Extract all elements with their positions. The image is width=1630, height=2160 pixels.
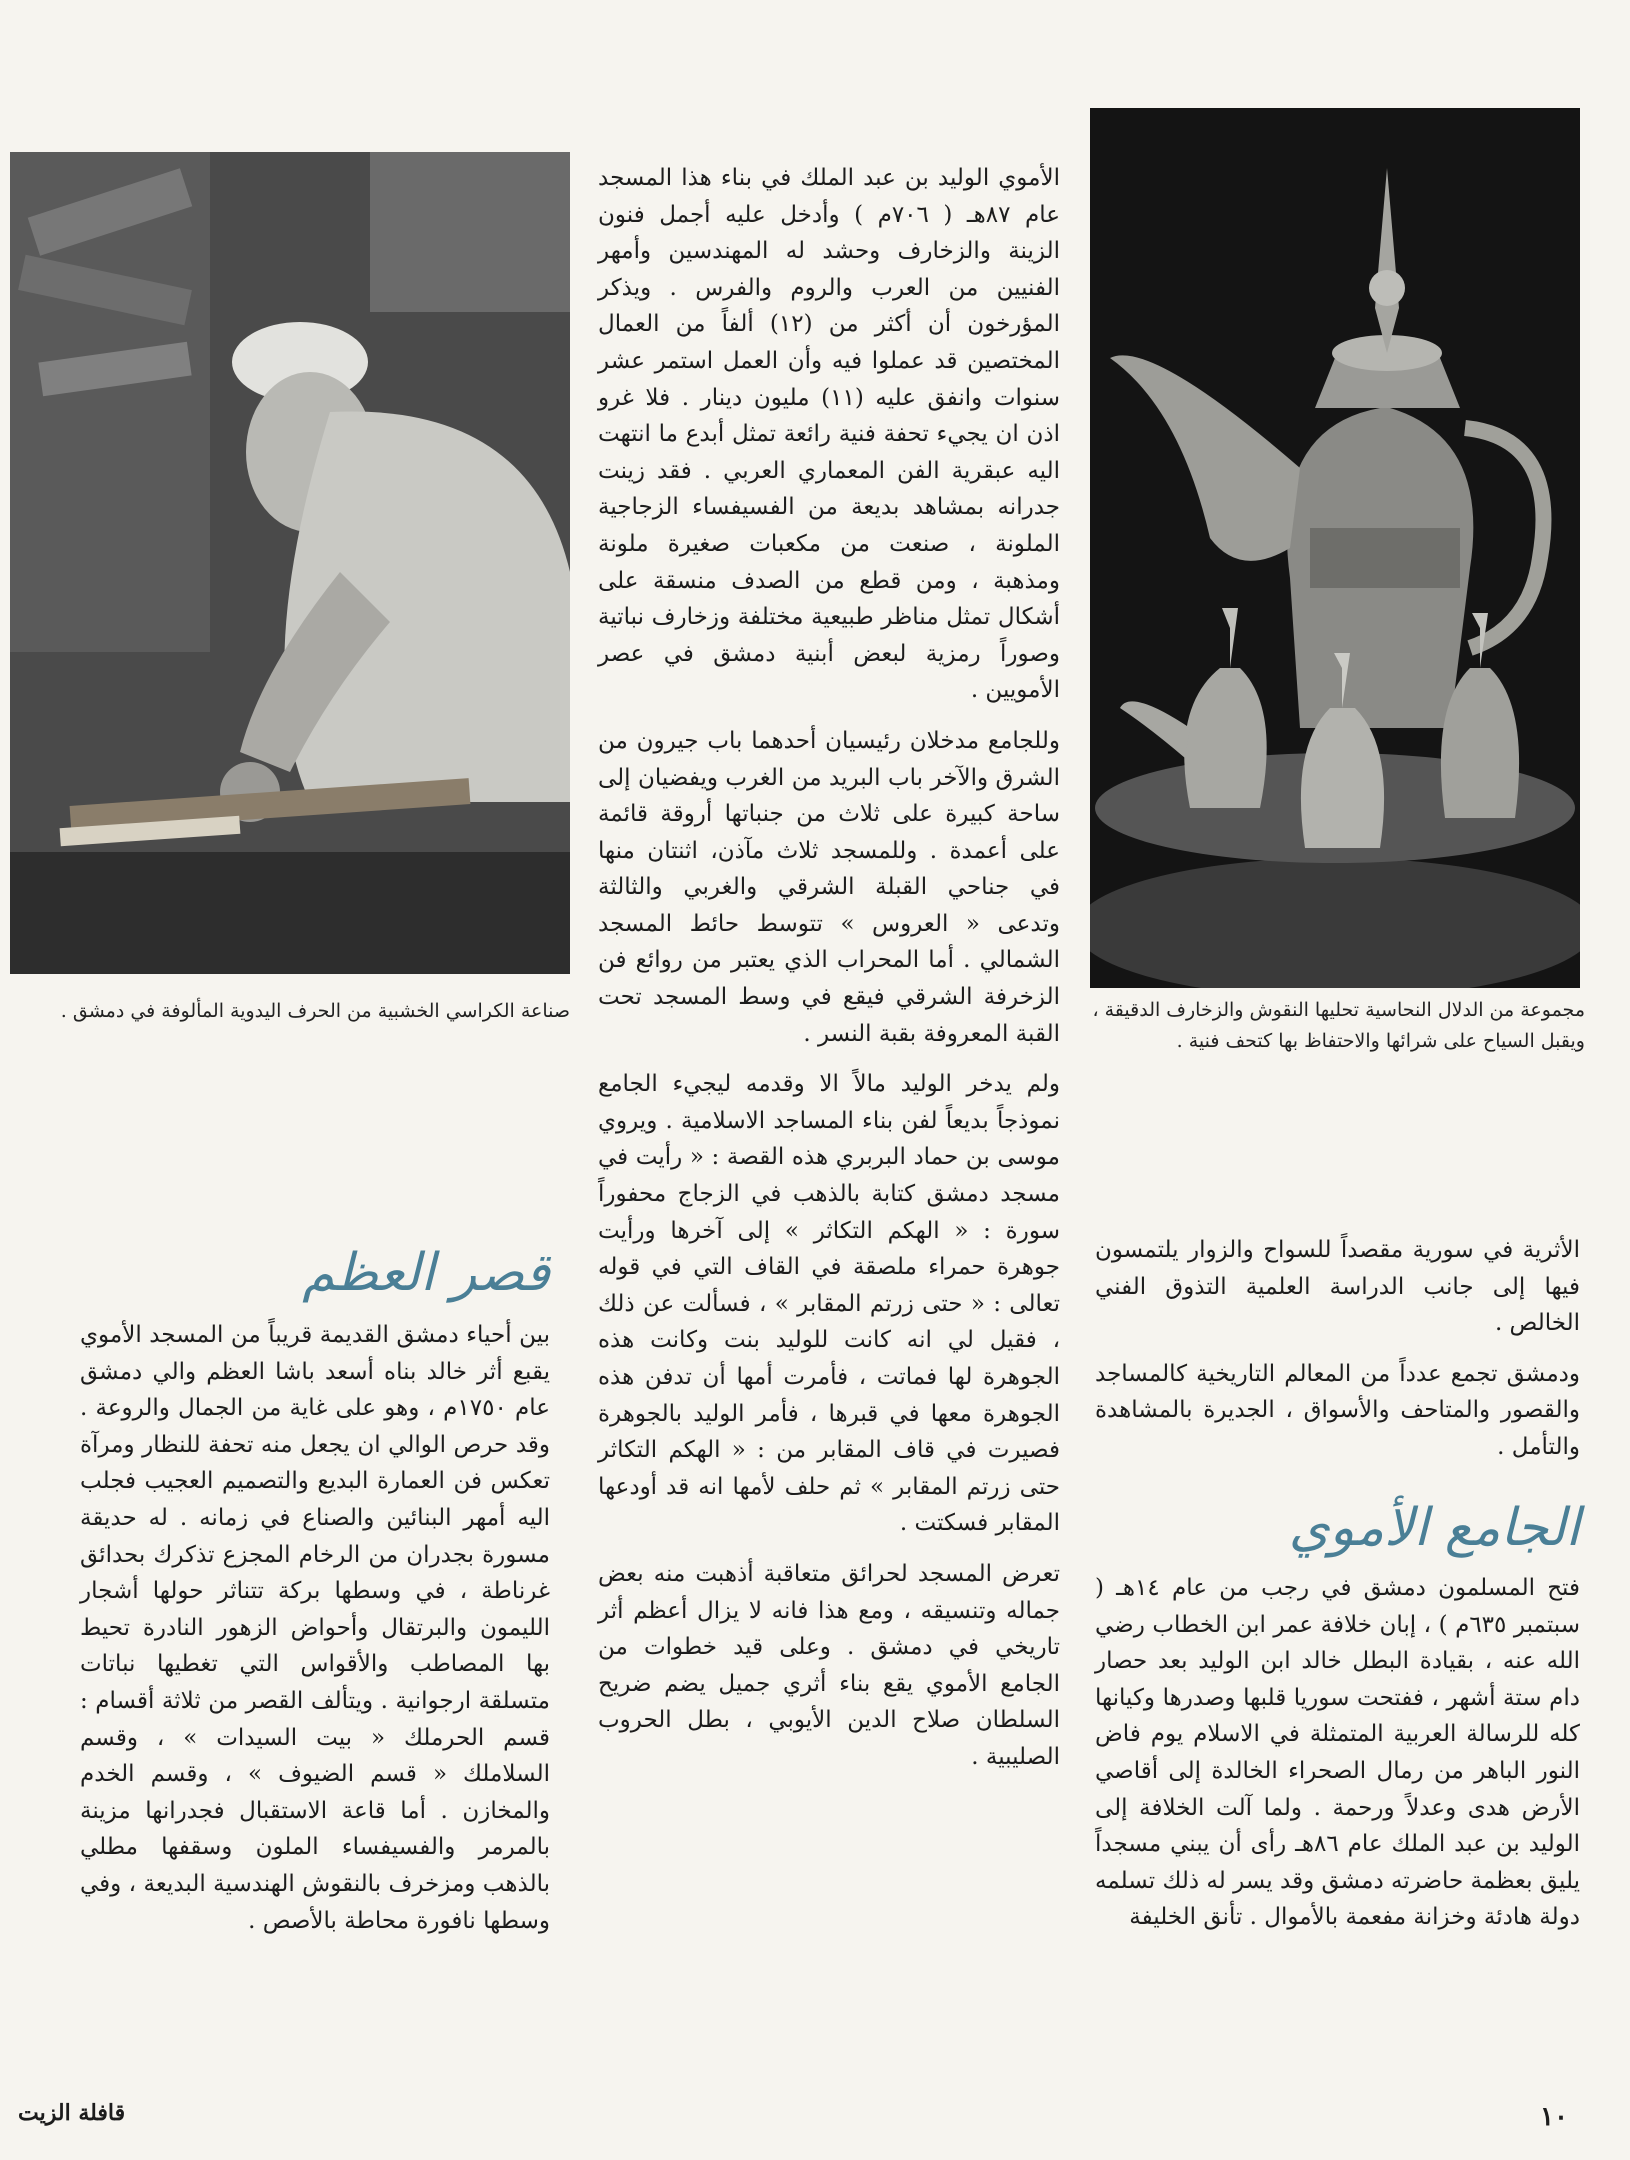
azem-palace-paragraph: بين أحياء دمشق القديمة قريباً من المسجد الأموي يقبع أثر خالد بناه أسعد باشا العظم والي دمشق عام ١٧٥٠م ، وهو على غاية من الجمال والروعة . وقد حرص الوالي ان يجعل منه تحفة للنظار ومرآة تعكس فن العمارة البديع والتصميم العجيب فجلب اليه أمهر البنائين والصناع في زمانه . له حديقة مسورة بجدران من الرخام المجزع تذكرك بحدائق غرناطة ، في وسطها بركة تتناثر حولها أشجار الليمون والبرتقال وأحواض الزهور النادرة تحيط بها المصاطب والأقواس التي تغطيها نباتات متسلقة ارجوانية . ويتألف القصر من ثلاثة أقسام : قسم الحرملك « بيت السيدات » ، وقسم السلاملك « قسم الضيوف » ، وقسم الخدم والمخازن . أما قاعة الاستقبال فجدرانها مزينة بالمرمر والفسيفساء الملون وسقفها مطلي بالذهب ومزخرف بالنقوش الهندسية البديعة ، وفي وسطها نافورة محاطة بالأصص .	[80, 1322, 550, 1934]
coffee-pots-illustration	[1090, 108, 1580, 988]
middle-column	[598, 160, 1060, 1790]
coffee-pots-caption: مجموعة من الدلال النحاسية تحليها النقوش والزخارف الدقيقة ، ويقبل السياح على شرائها والاحتفاظ بها كتحف فنية .	[1092, 999, 1585, 1052]
right-column-section	[1095, 1570, 1580, 1950]
umayyad-mosque-heading: الجامع الأموي	[1288, 1498, 1580, 1558]
azem-palace-heading: قصر العظم	[302, 1243, 550, 1303]
page-number: ١٠	[1540, 2102, 1568, 2132]
craftsman-photo	[10, 152, 570, 974]
craftsman-caption: صناعة الكراسي الخشبية من الحرف اليدوية المألوفة في دمشق .	[60, 1000, 570, 1022]
right-intro-paragraph-2: ودمشق تجمع عدداً من المعالم التاريخية كالمساجد والقصور والمتاحف والأسواق ، الجديرة بالمشاهدة والتأمل .	[1095, 1360, 1580, 1460]
coffee-pots-photo	[1090, 108, 1580, 988]
right-intro-paragraph-1: الأثرية في سورية مقصداً للسواح والزوار يلتمسون فيها إلى جانب الدراسة العلمية التذوق الفني الخالص .	[1095, 1237, 1580, 1337]
middle-paragraph-3: ولم يدخر الوليد مالاً الا وقدمه ليجيء الجامع نموذجاً بديعاً لفن بناء المساجد الاسلامية . ويروي موسى بن حماد البربري هذه القصة : « رأيت في مسجد دمشق كتابة بالذهب في الزجاج محفوراً سورة : « الهكم التكاثر » إلى آخرها ورأيت جوهرة حمراء ملصقة في القاف التي في قوله تعالى : « حتى زرتم المقابر » ، فسألت عن ذلك ، فقيل لي انه كانت للوليد بنت وكانت هذه الجوهرة لها فماتت ، فأمرت أمها أن تدفن هذه الجوهرة معها في قبرها ، فأمر الوليد بالجوهرة فصيرت في قاف المقابر من : « الهكم التكاثر حتى زرتم المقابر » ثم حلف لأمها انه قد أودعها المقابر فسكتت .	[598, 1071, 1060, 1537]
craftsman-illustration	[10, 152, 570, 974]
right-column-intro	[1095, 1232, 1580, 1480]
middle-paragraph-4: تعرض المسجد لحرائق متعاقبة أذهبت منه بعض جماله وتنسيقه ، ومع هذا فانه لا يزال أعظم أثر تاريخي في دمشق . وعلى قيد خطوات من الجامع الأموي يقع بناء أثري جميل يضم ضريح السلطان صلاح الدين الأيوبي ، بطل الحروب الصليبية .	[598, 1560, 1060, 1770]
middle-paragraph-1: الأموي الوليد بن عبد الملك في بناء هذا المسجد عام ٨٧هـ ( ٧٠٦م ) وأدخل عليه أجمل فنون الزينة والزخارف وحشد له المهندسين وأمهر الفنيين من العرب والروم والفرس . ويذكر المؤرخون أن أكثر من (١٢) ألفاً من العمال المختصين قد عملوا فيه وأن العمل استمر عشر سنوات وانفق عليه (١١) مليون دينار . فلا غرو اذن ان يجيء تحفة فنية رائعة تمثل أبدع ما انتهت اليه عبقرية الفن المعماري العربي . فقد زينت جدرانه بمشاهد بديعة من الفسيفساء الزجاجية الملونة ، صنعت من مكعبات صغيرة ملونة ومذهبة ، ومن قطع من الصدف منسقة على أشكال تمثل مناظر طبيعية مختلفة وزخارف نباتية وصوراً رمزية لبعض أبنية دمشق في عصر الأمويين .	[598, 165, 1060, 704]
middle-paragraph-2: وللجامع مدخلان رئيسيان أحدهما باب جيرون من الشرق والآخر باب البريد من الغرب ويفضيان إلى ساحة كبيرة على ثلاث من جنباتها أروقة قائمة على أعمدة . وللمسجد ثلاث مآذن، اثنتان منها في جناحي القبلة الشرقي والغربي والثالثة وتدعى « العروس » تتوسط حائط المسجد الشمالي . أما المحراب الذي يعتبر من روائع فن الزخرفة الشرقي فيقع في وسط المسجد تحت القبة المعروفة بقبة النسر .	[598, 727, 1060, 1047]
left-column	[80, 1317, 550, 1953]
mosque-paragraph-1: فتح المسلمون دمشق في رجب من عام ١٤هـ ( سبتمبر ٦٣٥م ) ، إبان خلافة عمر ابن الخطاب رضي الله عنه ، بقيادة البطل خالد ابن الوليد بعد حصار دام ستة أشهر ، ففتحت سوريا قلبها وصدرها وكيانها كله للرسالة العربية المتمثلة في الاسلام يوم فاض النور الباهر من رمال الصحراء الخالدة إلى أقاصي الأرض هدى وعدلاً ورحمة . ولما آلت الخلافة إلى الوليد بن عبد الملك عام ٨٦هـ رأى أن يبني مسجداً يليق بعظمة حاضرته دمشق وقد يسر له ذلك تسلمه دولة هادئة وخزانة مفعمة بالأموال . تأنق الخليفة	[1095, 1575, 1581, 1931]
magazine-name: قافلة الزيت	[18, 2100, 126, 2126]
